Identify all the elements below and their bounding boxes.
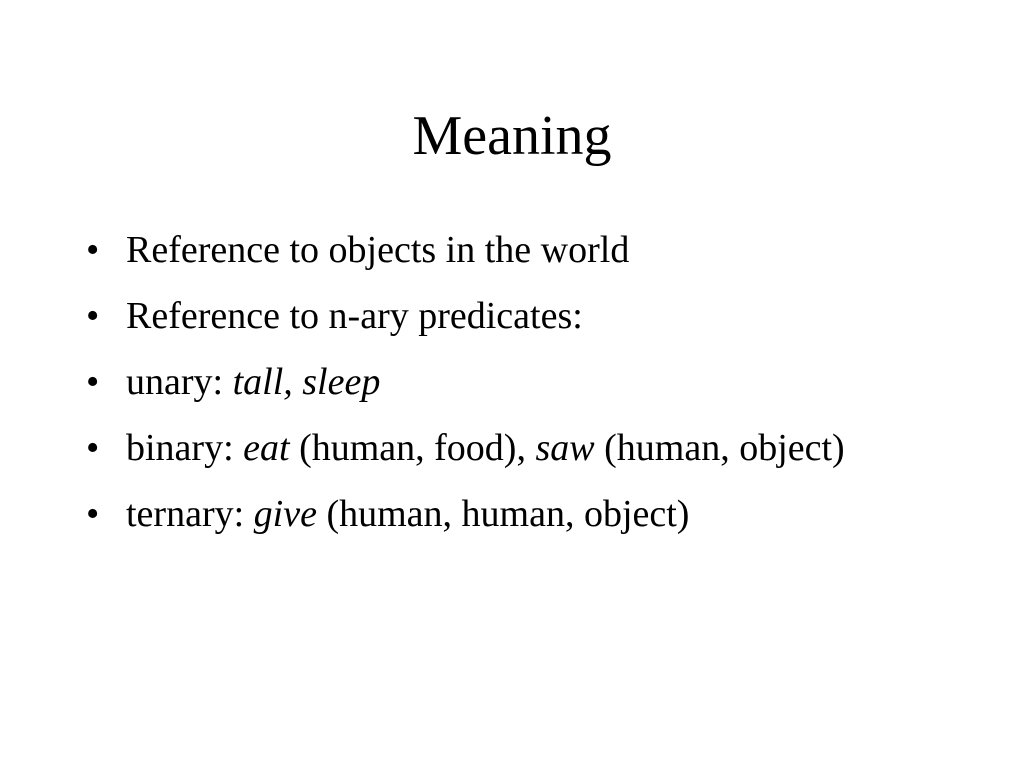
bullet-list [86,228,886,558]
bullet-icon: • [86,295,100,337]
bullet-item [86,426,886,470]
bullet-text: Reference to n-ary predicates: [126,295,583,337]
bullet-icon: • [86,493,100,535]
bullet-italic-term: saw [535,427,595,469]
bullet-icon: • [86,361,100,403]
bullet-item [86,492,886,536]
slide-title: Meaning [412,105,612,167]
bullet-italic-term: eat [243,427,290,469]
bullet-prefix: ternary: [126,493,254,535]
bullet-item [86,360,886,404]
bullet-italic-term: give [253,493,317,535]
bullet-suffix: (human, human, object) [316,493,690,535]
bullet-icon: • [86,229,100,271]
bullet-item [86,294,886,338]
bullet-icon: • [86,427,100,469]
bullet-text: Reference to objects in the world [126,229,630,271]
bullet-prefix: unary: [126,361,233,403]
bullet-middle: (human, food), [289,427,536,469]
bullet-italic-term: tall, sleep [232,361,381,403]
bullet-prefix: binary: [126,427,244,469]
bullet-suffix: (human, object) [594,427,845,469]
bullet-item [86,228,886,272]
